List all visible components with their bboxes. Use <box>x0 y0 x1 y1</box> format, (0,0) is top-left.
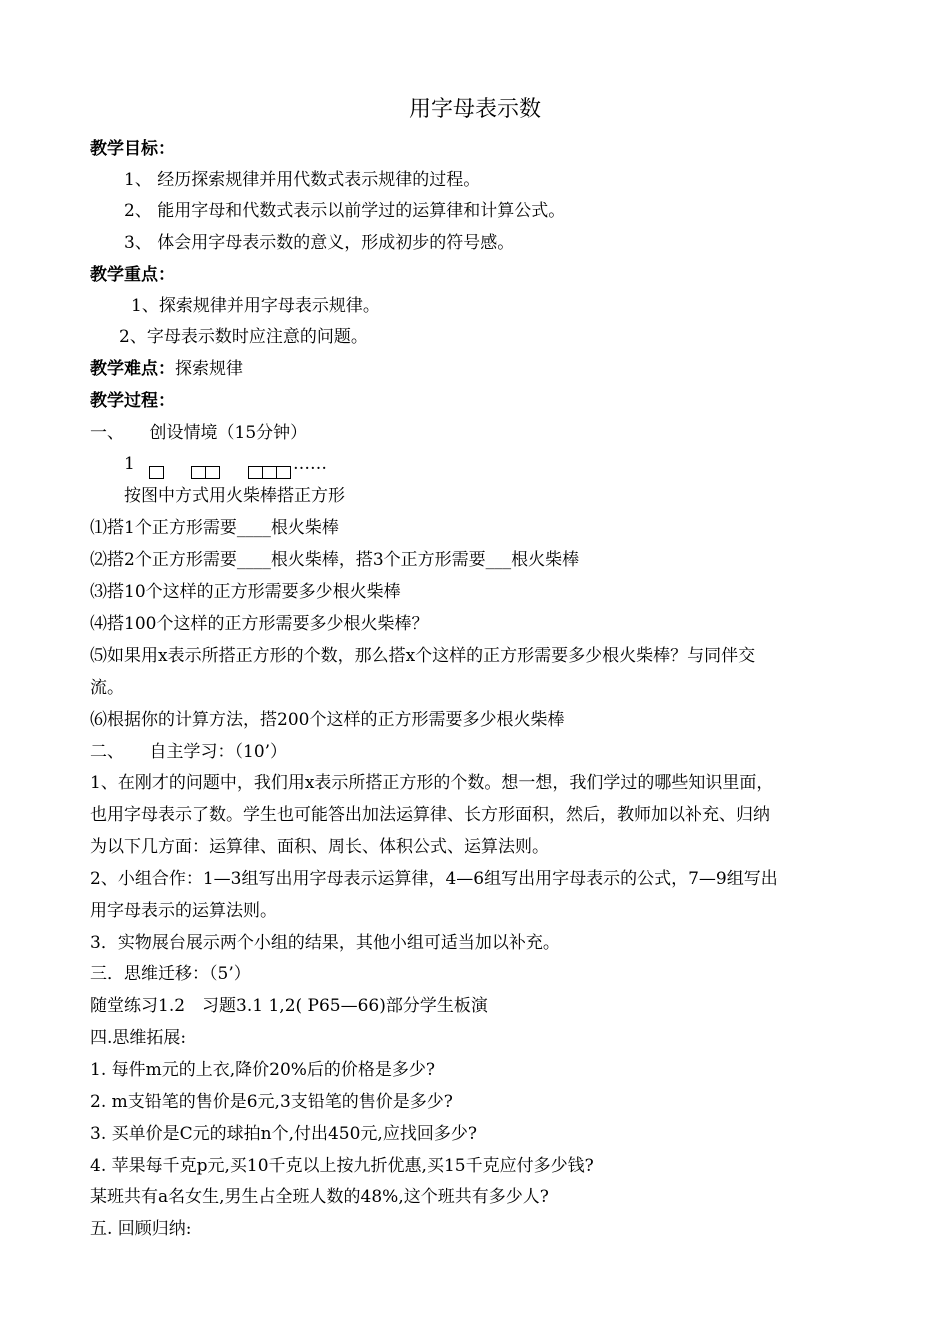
exercise-item: 某班共有a名女生,男生占全班人数的48%,这个班共有多少人? <box>90 1187 549 1207</box>
section2-heading: 二、 自主学习：（10’） <box>90 742 288 762</box>
section2-line: 也用字母表示了数。学生也可能答出加法运算律、长方形面积，然后，教师加以补充、归纳 <box>90 805 770 825</box>
page-title: 用字母表示数 <box>408 97 541 122</box>
goal-item: 2、 能用字母和代数式表示以前学过的运算律和计算公式。 <box>124 201 566 221</box>
exercise-item: 1. 每件m元的上衣,降价20%后的价格是多少? <box>90 1060 436 1080</box>
matchstick-figure-2 <box>191 466 219 479</box>
exercise-item: 2. m支铅笔的售价是6元,3支铅笔的售价是多少? <box>90 1092 453 1112</box>
section2-line: 2、小组合作：1—3组写出用字母表示运算律，4—6组写出用字母表示的公式，7—9组写出 <box>90 869 778 889</box>
question-item: ⑸如果用x表示所搭正方形的个数，那么搭x个这样的正方形需要多少根火柴棒？与同伴交 <box>90 646 756 666</box>
figure-dots: …… <box>293 454 327 474</box>
section4-heading: 四.思维拓展: <box>90 1028 187 1048</box>
focus-item: 2、字母表示数时应注意的问题。 <box>119 327 368 347</box>
focus-heading: 教学重点： <box>90 265 175 285</box>
section1-heading: 一、 创设情境（15分钟） <box>90 423 308 443</box>
question-item: ⑶搭10个这样的正方形需要多少根火柴棒 <box>90 582 401 602</box>
exercise-item: 4. 苹果每千克p元,买10千克以上按九折优惠,买15千克应付多少钱? <box>90 1156 594 1176</box>
focus-item: 1、探索规律并用字母表示规律。 <box>131 296 380 316</box>
section5-heading: 五. 回顾归纳: <box>90 1219 192 1239</box>
exercise-item: 3. 买单价是C元的球拍n个,付出450元,应找回多少? <box>90 1124 477 1144</box>
question-item: ⑷搭100个这样的正方形需要多少根火柴棒？ <box>90 614 429 634</box>
section2-line: 为以下几方面：运算律、面积、周长、体积公式、运算法则。 <box>90 837 549 857</box>
section3-text: 随堂练习1.2 习题3.1 1,2( P65—66)部分学生板演 <box>90 996 488 1016</box>
question-item: ⑵搭2个正方形需要____根火柴棒，搭3个正方形需要___根火柴棒 <box>90 550 580 570</box>
question-item-continued: 流。 <box>90 678 124 698</box>
section2-line: 1、在刚才的问题中，我们用x表示所搭正方形的个数。想一想，我们学过的哪些知识里面， <box>90 773 774 793</box>
square-shape <box>262 466 277 479</box>
square-shape <box>205 466 220 479</box>
goal-item: 1、 经历探索规律并用代数式表示规律的过程。 <box>124 170 481 190</box>
question-item: ⑹根据你的计算方法，搭200个这样的正方形需要多少根火柴棒 <box>90 710 565 730</box>
section2-line: 3．实物展台展示两个小组的结果，其他小组可适当加以补充。 <box>90 933 560 953</box>
difficulty-heading: 教学难点： <box>90 359 175 379</box>
matchstick-figure-3 <box>248 466 290 479</box>
question-item: ⑴搭1个正方形需要____根火柴棒 <box>90 518 339 538</box>
square-shape <box>276 466 291 479</box>
matchstick-figure-1 <box>149 466 163 479</box>
figure-label: 1 <box>124 454 135 474</box>
difficulty-text: 探索规律 <box>175 359 243 379</box>
section3-heading: 三．思维迁移：（5’） <box>90 964 251 984</box>
goal-item: 3、 体会用字母表示数的意义，形成初步的符号感。 <box>124 233 515 253</box>
section1-intro: 按图中方式用火柴棒搭正方形 <box>124 486 345 506</box>
square-shape <box>248 466 263 479</box>
difficulty-row <box>90 357 243 381</box>
section2-line: 用字母表示的运算法则。 <box>90 901 277 921</box>
square-shape <box>149 466 164 479</box>
goals-heading: 教学目标： <box>90 139 175 159</box>
square-shape <box>191 466 206 479</box>
process-heading: 教学过程： <box>90 391 175 411</box>
